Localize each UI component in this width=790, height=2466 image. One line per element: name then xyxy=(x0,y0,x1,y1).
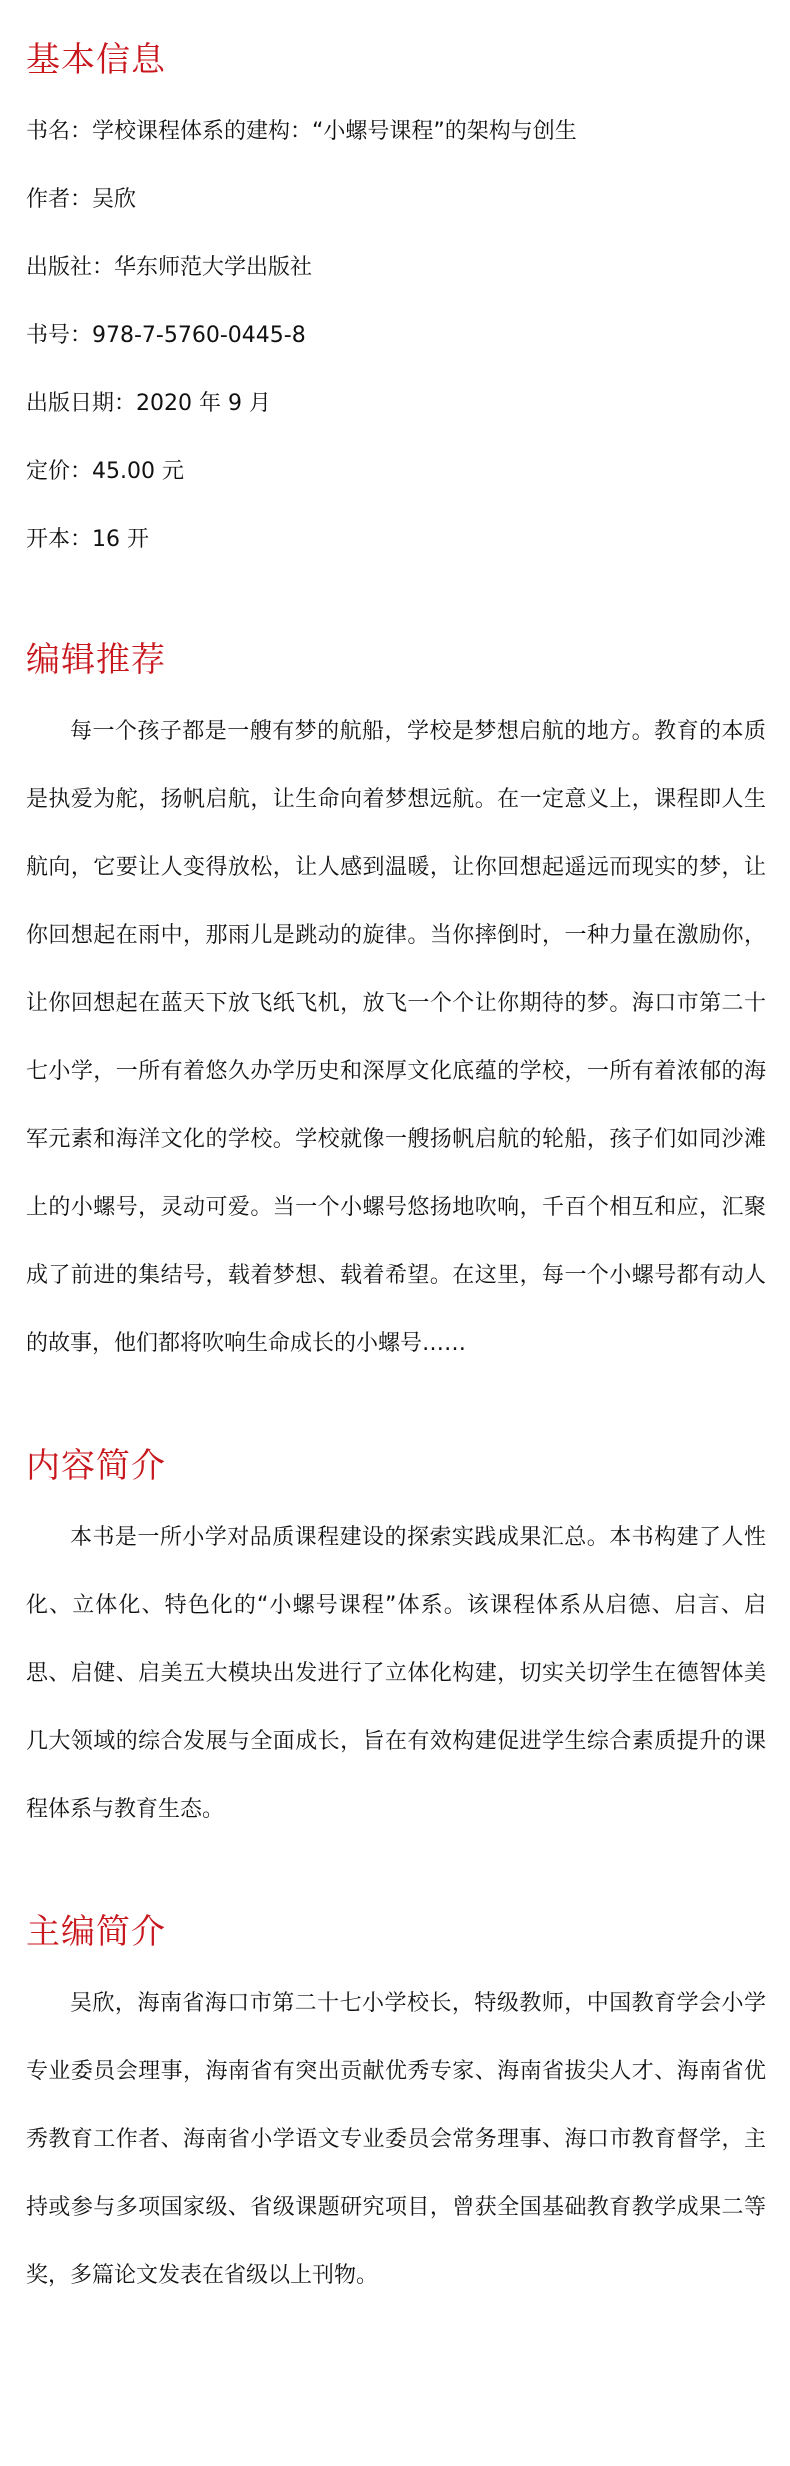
basic-info-list xyxy=(26,98,766,574)
content-summary-heading: 内容简介 xyxy=(26,1446,166,1486)
publish-date-row: 出版日期：2020 年 9 月 xyxy=(26,391,271,416)
author-row: 作者：吴欣 xyxy=(26,187,137,212)
editor-intro-text: 吴欣，海南省海口市第二十七小学校长，特级教师，中国教育学会小学专业委员会理事，海南省有突出贡献优秀专家、海南省拔尖人才、海南省优秀教育工作者、海南省小学语文专业委员会常务理事、海口市教育督学，主持或参与多项国家级、省级课题研究项目，曾获全国基础教育教学成果二等奖，多篇论文发表在省级以上刊物。 xyxy=(26,1991,766,2288)
editor-recommendation-text: 每一个孩子都是一艘有梦的航船，学校是梦想启航的地方。教育的本质是执爱为舵，扬帆启航，让生命向着梦想远航。在一定意义上，课程即人生航向，它要让人变得放松，让人感到温暖，让你回想起遥远而现实的梦，让你回想起在雨中，那雨儿是跳动的旋律。当你摔倒时，一种力量在激励你，让你回想起在蓝天下放飞纸飞机，放飞一个个让你期待的梦。海口市第二十七小学，一所有着悠久办学历史和深厚文化底蕴的学校，一所有着浓郁的海军元素和海洋文化的学校。学校就像一艘扬帆启航的轮船，孩子们如同沙滩上的小螺号，灵动可爱。当一个小螺号悠扬地吹响，千百个相互和应，汇聚成了前进的集结号，载着梦想、载着希望。在这里，每一个小螺号都有动人的故事，他们都将吹响生命成长的小螺号…… xyxy=(26,719,766,1356)
basic-info-heading: 基本信息 xyxy=(26,40,166,80)
content-summary-section xyxy=(26,1440,766,1844)
editor-intro-section xyxy=(26,1906,766,2310)
price-row: 定价：45.00 元 xyxy=(26,459,184,484)
editor-recommendation-section xyxy=(26,634,766,1378)
book-title-row: 书名：学校课程体系的建构：“小螺号课程”的架构与创生 xyxy=(26,119,577,144)
basic-info-section xyxy=(26,34,766,574)
publisher-row: 出版社：华东师范大学出版社 xyxy=(26,255,313,280)
editor-intro-heading: 主编简介 xyxy=(26,1912,166,1952)
editor-recommendation-heading: 编辑推荐 xyxy=(26,640,166,680)
format-row: 开本：16 开 xyxy=(26,527,149,552)
content-summary-text: 本书是一所小学对品质课程建设的探索实践成果汇总。本书构建了人性化、立体化、特色化的“小螺号课程”体系。该课程体系从启德、启言、启思、启健、启美五大模块出发进行了立体化构建，切实关切学生在德智体美几大领域的综合发展与全面成长，旨在有效构建促进学生综合素质提升的课程体系与教育生态。 xyxy=(26,1525,766,1822)
isbn-row: 书号：978-7-5760-0445-8 xyxy=(26,323,306,348)
